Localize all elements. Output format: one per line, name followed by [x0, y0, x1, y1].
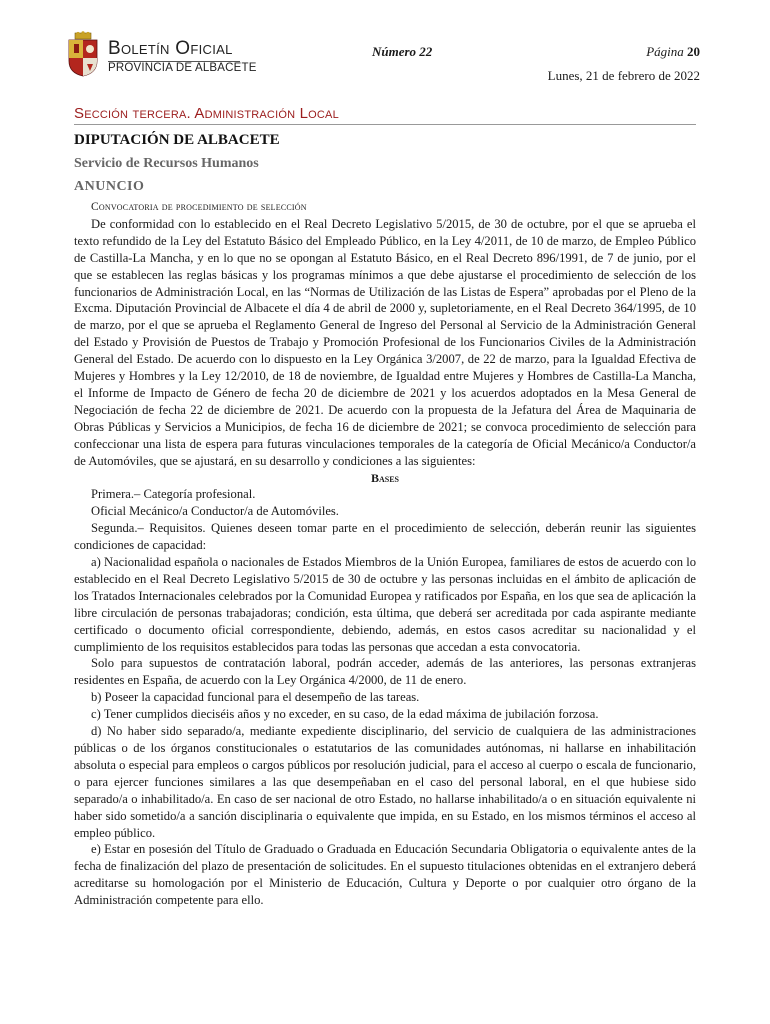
organization-title: DIPUTACIÓN DE ALBACETE	[74, 132, 280, 148]
primera-paragraph: Primera.– Categoría profesional.	[91, 487, 256, 502]
announcement-title: ANUNCIO	[74, 179, 145, 194]
requirement-d: d) No haber sido separado/a, mediante expediente disciplinario, del servicio de cualquiera de las administraciones públicas o de los órganos constitucionales o estatutarios de las comunidades autónomas, ni hallarse en inhabilitación absoluta o especial para empleos o cargos públicos por resolución judicial, para el acceso al cuerpo o escala de funcionario, o para ejercer funciones similares a las que desempeñaban en el caso del personal laboral, en el que hubiese sido separado/a o inhabilitado/a. En caso de ser nacional de otro Estado, no hallarse inhabilitado/a o en situación equivalente ni haber sido sometido/a a sanción disciplinaria o equivalente que impida, en su Estado, en los mismos términos el acceso al empleo público.	[74, 724, 696, 840]
requirement-e: e) Estar en posesión del Título de Graduado o Graduada en Educación Secundaria Obligatoria o equivalente antes de la fecha de finalización del plazo de presentación de solicitudes. En el supuesto titulaciones obtenidas en el extranjero deberá acreditarse su homologación por el Ministerio de Educación, Cultura y Deporte o por cualquier otro órgano de la Administración competente para ello.	[74, 842, 696, 908]
issue-date: Lunes, 21 de febrero de 2022	[547, 68, 700, 83]
intro-paragraph: De conformidad con lo establecido en el Real Decreto Legislativo 5/2015, de 30 de octubre, por el que se aprueba el texto refundido de la Ley del Estatuto Básico del Empleado Público, en la Ley 4/2011, de 10 de marzo, de Empleo Público de Castilla-La Mancha, y en lo que no se opongan al Estatuto Básico, en el Real Decreto 896/1991, de 7 de junio, por el que se establecen las reglas básicas y los programas mínimos a que debe ajustarse el procedimiento de selección de los funcionarios de Administración Local, en las “Normas de Utilización de las Listas de Espera” aprobadas por el Pleno de la Excma. Diputación Provincial de Albacete el día 4 de abril de 2000 y, supletoriamente, en el Real Decreto 364/1995, de 10 de marzo, por el que se aprueba el Reglamento General de Ingreso del Personal al Servicio de la Administración General del Estado y Provisión de Puestos de Trabajo y Promoción Profesional de los Funcionarios Civiles de la Administración General del Estado. De acuerdo con lo dispuesto en la Ley Orgánica 3/2007, de 22 de marzo, para la Igualdad Efectiva de Mujeres y Hombres y la Ley 12/2010, de 18 de noviembre, de Igualdad entre Mujeres y Hombres de Castilla-La Mancha, el Informe de Impacto de Género de fecha 20 de diciembre de 2021 y los acuerdos adoptados en la Mesa General de Negociación de fecha 22 de diciembre de 2021. De acuerdo con la propuesta de la Jefatura del Área de Maquinaria de Obras Públicas y Servicios a Municipios, de fecha 16 de diciembre de 2021; se convoca procedimiento de selección para confeccionar una lista de espera para futuras vinculaciones temporales de la categoría de Oficial Mecánico/a Conductor/a de Automóviles, que se ajustará, en su desarrollo y condiciones a las siguientes:	[74, 216, 696, 468]
requirement-b: b) Poseer la capacidad funcional para el desempeño de las tareas.	[91, 690, 420, 705]
convocatoria-heading: Convocatoria de procedimiento de selección	[91, 201, 307, 213]
issue-number: Número 22	[372, 44, 433, 59]
segunda-paragraph: Segunda.– Requisitos. Quienes deseen tomar parte en el procedimiento de selección, deberán reunir las siguientes condiciones de capacidad:	[74, 521, 696, 553]
brand-subtitle: PROVINCIA DE ALBACETE	[108, 62, 257, 74]
bases-heading: Bases	[370, 470, 399, 485]
section-divider	[74, 124, 696, 125]
requirement-a: a) Nacionalidad española o nacionales de Estados Miembros de la Unión Europea, familiares de estos de acuerdo con lo establecido en el Real Decreto Legislativo 5/2015 de 30 de octubre y las personas incluidas en el ámbito de aplicación de los Tratados Internacionales celebrados por la Comunidad Europea y ratificados por España, en los que sea de aplicación la libre circulación de personas trabajadoras; condición, esta última, que deberá ser acreditada por cada aspirante mediante certificado o documento oficial correspondiente, debiendo, además, en estos casos acreditar su nacionalidad y el cumplimiento de los requisitos establecidos para todas las personas que accedan a esta convocatoria.	[74, 555, 696, 654]
brand-title: Boletín Oficial	[108, 38, 233, 59]
coat-of-arms-icon	[66, 31, 100, 77]
brand-divider	[108, 61, 240, 62]
brand	[108, 38, 257, 75]
page-number	[646, 44, 700, 60]
requirement-a-extra: Solo para supuestos de contratación laboral, podrán acceder, además de las anteriores, las personas extranjeras residentes en España, de acuerdo con la Ley Orgánica 4/2000, de 11 de enero.	[74, 656, 696, 688]
department-title: Servicio de Recursos Humanos	[74, 156, 259, 171]
document-body	[74, 199, 696, 909]
section-title: Sección tercera. Administración Local	[74, 105, 339, 122]
page-value: 20	[687, 44, 700, 59]
page-label: Página	[646, 44, 684, 59]
requirement-c: c) Tener cumplidos dieciséis años y no exceder, en su caso, de la edad máxima de jubilación forzosa.	[91, 707, 599, 722]
categoria-paragraph: Oficial Mecánico/a Conductor/a de Automóviles.	[91, 504, 339, 519]
